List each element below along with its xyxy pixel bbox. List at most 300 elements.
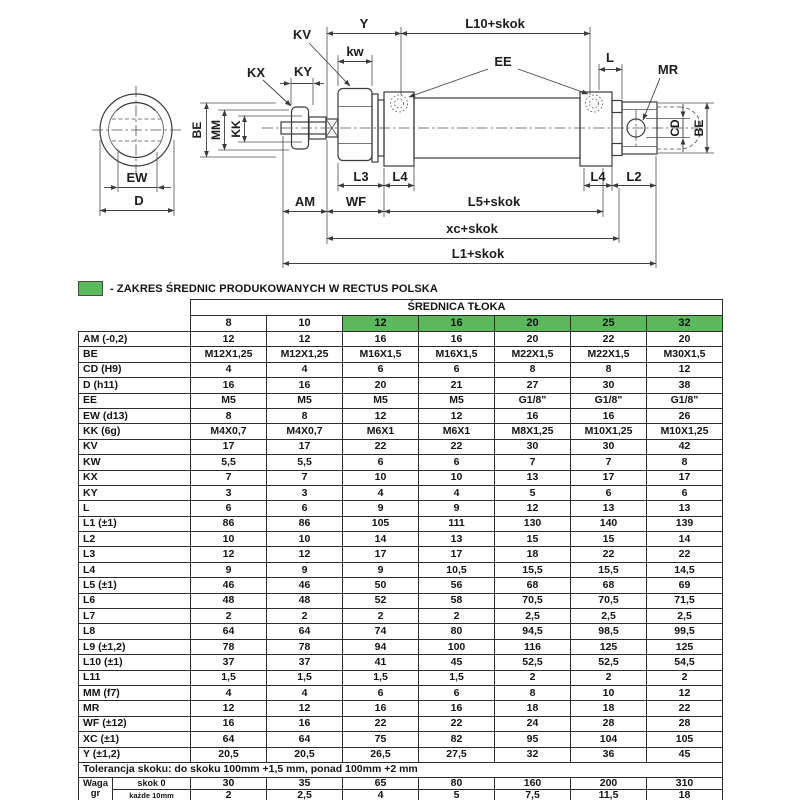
value-cell: 10	[419, 470, 495, 485]
dim-label-mm: MM	[209, 120, 223, 140]
value-cell: 310	[647, 777, 723, 789]
value-cell: 6	[343, 362, 419, 377]
table-row	[79, 732, 723, 747]
cylinder-drawing	[0, 0, 800, 280]
value-cell: 5	[419, 789, 495, 800]
value-cell: 104	[571, 732, 647, 747]
table-row	[79, 639, 723, 654]
column-header-25: 25	[571, 316, 647, 332]
legend-text: - ZAKRES ŚREDNIC PRODUKOWANYCH W RECTUS POLSKA	[110, 282, 438, 295]
dim-label-l4-right: L4	[590, 169, 606, 184]
row-label: L10 (±1)	[79, 655, 191, 670]
value-cell: 20	[343, 378, 419, 393]
table-row	[79, 408, 723, 423]
value-cell: 10	[267, 532, 343, 547]
dim-label-l4-left: L4	[392, 169, 408, 184]
value-cell: 1,5	[191, 670, 267, 685]
value-cell: 20	[647, 332, 723, 347]
value-cell: 8	[267, 408, 343, 423]
value-cell: 10	[571, 685, 647, 700]
value-cell: 64	[191, 624, 267, 639]
value-cell: 6	[343, 455, 419, 470]
column-header-10: 10	[267, 316, 343, 332]
value-cell: 130	[495, 516, 571, 531]
value-cell: 75	[343, 732, 419, 747]
value-cell: 1,5	[419, 670, 495, 685]
table-row	[79, 670, 723, 685]
value-cell: 16	[419, 701, 495, 716]
value-cell: 125	[647, 639, 723, 654]
value-cell: 2	[419, 609, 495, 624]
value-cell: 4	[191, 362, 267, 377]
value-cell: 5,5	[267, 455, 343, 470]
value-cell: 12	[343, 408, 419, 423]
value-cell: 54,5	[647, 655, 723, 670]
spec-table	[78, 299, 723, 800]
row-label: L8	[79, 624, 191, 639]
row-label: L2	[79, 532, 191, 547]
value-cell: 98,5	[571, 624, 647, 639]
dim-label-kk: KK	[229, 120, 243, 138]
table-row	[79, 547, 723, 562]
value-cell: M5	[191, 393, 267, 408]
value-cell: 18	[647, 789, 723, 800]
value-cell: 200	[571, 777, 647, 789]
value-cell: 21	[419, 378, 495, 393]
value-cell: 22	[571, 547, 647, 562]
dim-label-d: D	[134, 193, 144, 208]
value-cell: M8X1,25	[495, 424, 571, 439]
value-cell: 100	[419, 639, 495, 654]
value-cell: 35	[267, 777, 343, 789]
value-cell: 30	[571, 378, 647, 393]
value-cell: 20	[495, 332, 571, 347]
value-cell: M12X1,25	[267, 347, 343, 362]
table-row	[79, 685, 723, 700]
value-cell: 18	[571, 701, 647, 716]
value-cell: 13	[647, 501, 723, 516]
table-row	[79, 455, 723, 470]
spec-table-body	[79, 300, 723, 800]
value-cell: 2	[647, 670, 723, 685]
value-cell: 27	[495, 378, 571, 393]
value-cell: 38	[647, 378, 723, 393]
value-cell: 12	[419, 408, 495, 423]
row-label: D (h11)	[79, 378, 191, 393]
value-cell: 6	[419, 362, 495, 377]
column-header-12: 12	[343, 316, 419, 332]
left-dimensions	[190, 103, 302, 157]
value-cell: 9	[267, 562, 343, 577]
value-cell: 12	[267, 701, 343, 716]
value-cell: 3	[267, 485, 343, 500]
value-cell: 17	[191, 439, 267, 454]
value-cell: 2,5	[267, 789, 343, 800]
table-row	[79, 424, 723, 439]
value-cell: 2	[343, 609, 419, 624]
value-cell: 16	[495, 408, 571, 423]
table-row	[79, 485, 723, 500]
value-cell: 10,5	[419, 562, 495, 577]
table-row	[79, 347, 723, 362]
weight-label: Waga gr	[79, 777, 113, 800]
value-cell: 46	[191, 578, 267, 593]
value-cell: 6	[571, 485, 647, 500]
value-cell: 13	[495, 470, 571, 485]
value-cell: 15	[571, 532, 647, 547]
value-cell: 20,5	[191, 747, 267, 762]
value-cell: M16X1,5	[343, 347, 419, 362]
value-cell: 52	[343, 593, 419, 608]
value-cell: M30X1,5	[647, 347, 723, 362]
value-cell: 20,5	[267, 747, 343, 762]
dim-label-l2: L2	[626, 169, 642, 184]
row-label: MR	[79, 701, 191, 716]
value-cell: 10	[191, 532, 267, 547]
value-cell: 4	[419, 485, 495, 500]
value-cell: 2,5	[647, 609, 723, 624]
value-cell: 8	[647, 455, 723, 470]
value-cell: 2,5	[495, 609, 571, 624]
row-label: Y (±1,2)	[79, 747, 191, 762]
legend	[78, 281, 438, 296]
row-label: WF (±12)	[79, 716, 191, 731]
value-cell: 4	[191, 685, 267, 700]
value-cell: 74	[343, 624, 419, 639]
value-cell: M5	[267, 393, 343, 408]
dim-label-kv: KV	[292, 27, 312, 42]
value-cell: 2	[267, 609, 343, 624]
value-cell: 12	[191, 701, 267, 716]
value-cell: 7	[267, 470, 343, 485]
value-cell: 17	[343, 547, 419, 562]
top-dimensions	[247, 16, 679, 120]
value-cell: 6	[647, 485, 723, 500]
value-cell: 64	[267, 732, 343, 747]
value-cell: 52,5	[495, 655, 571, 670]
table-row	[79, 655, 723, 670]
value-cell: 48	[191, 593, 267, 608]
row-label: L6	[79, 593, 191, 608]
value-cell: 80	[419, 624, 495, 639]
value-cell: G1/8"	[571, 393, 647, 408]
value-cell: 37	[191, 655, 267, 670]
value-cell: 4	[267, 362, 343, 377]
value-cell: 22	[571, 332, 647, 347]
value-cell: 6	[191, 501, 267, 516]
value-cell: 7	[495, 455, 571, 470]
value-cell: 116	[495, 639, 571, 654]
dim-label-cd: CD	[668, 119, 682, 137]
value-cell: 12	[647, 685, 723, 700]
value-cell: 12	[267, 332, 343, 347]
table-title: ŚREDNICA TŁOKA	[191, 300, 723, 316]
dim-label-kw: kw	[346, 44, 364, 59]
table-row	[79, 747, 723, 762]
value-cell: 7	[191, 470, 267, 485]
value-cell: 45	[647, 747, 723, 762]
value-cell: 69	[647, 578, 723, 593]
value-cell: 8	[191, 408, 267, 423]
value-cell: 7,5	[495, 789, 571, 800]
value-cell: 94,5	[495, 624, 571, 639]
value-cell: 18	[495, 701, 571, 716]
row-label: KV	[79, 439, 191, 454]
value-cell: M10X1,25	[647, 424, 723, 439]
value-cell: 70,5	[571, 593, 647, 608]
value-cell: 32	[495, 747, 571, 762]
dim-label-am: AM	[294, 194, 316, 209]
value-cell: 1,5	[267, 670, 343, 685]
value-cell: 99,5	[647, 624, 723, 639]
value-cell: 16	[191, 378, 267, 393]
row-label: MM (f7)	[79, 685, 191, 700]
table-row	[79, 532, 723, 547]
value-cell: 64	[267, 624, 343, 639]
value-cell: 4	[343, 485, 419, 500]
value-cell: 78	[267, 639, 343, 654]
value-cell: 12	[267, 547, 343, 562]
value-cell: 6	[343, 685, 419, 700]
weight-sublabel: skok 0	[113, 777, 191, 789]
value-cell: 5	[495, 485, 571, 500]
value-cell: 26,5	[343, 747, 419, 762]
row-label: KK (6g)	[79, 424, 191, 439]
value-cell: G1/8"	[495, 393, 571, 408]
weight-row	[79, 777, 723, 789]
value-cell: 3	[191, 485, 267, 500]
value-cell: 8	[571, 362, 647, 377]
weight-row	[79, 789, 723, 800]
value-cell: 27,5	[419, 747, 495, 762]
value-cell: 58	[419, 593, 495, 608]
value-cell: M12X1,25	[191, 347, 267, 362]
dim-label-y: Y	[359, 16, 369, 31]
dim-label-wf: WF	[345, 194, 367, 209]
value-cell: 95	[495, 732, 571, 747]
value-cell: M6X1	[343, 424, 419, 439]
table-row	[79, 393, 723, 408]
value-cell: 22	[647, 701, 723, 716]
value-cell: 94	[343, 639, 419, 654]
value-cell: 14	[647, 532, 723, 547]
value-cell: 86	[267, 516, 343, 531]
value-cell: 28	[647, 716, 723, 731]
value-cell: 71,5	[647, 593, 723, 608]
value-cell: 22	[419, 439, 495, 454]
value-cell: 50	[343, 578, 419, 593]
dim-label-l: L	[606, 50, 614, 65]
table-row	[79, 378, 723, 393]
value-cell: 68	[571, 578, 647, 593]
value-cell: 13	[571, 501, 647, 516]
row-label: EE	[79, 393, 191, 408]
column-header-32: 32	[647, 316, 723, 332]
value-cell: 15	[495, 532, 571, 547]
row-label: L4	[79, 562, 191, 577]
row-label: L1 (±1)	[79, 516, 191, 531]
blank-corner	[79, 300, 191, 316]
bottom-dimensions	[283, 136, 656, 268]
dim-label-ew: EW	[126, 170, 148, 185]
row-label: BE	[79, 347, 191, 362]
value-cell: 2,5	[571, 609, 647, 624]
table-row	[79, 332, 723, 347]
weight-sublabel: każde 10mm	[113, 789, 191, 800]
value-cell: G1/8"	[647, 393, 723, 408]
value-cell: 22	[419, 716, 495, 731]
value-cell: 9	[343, 562, 419, 577]
row-label: AM (-0,2)	[79, 332, 191, 347]
value-cell: M16X1,5	[419, 347, 495, 362]
value-cell: M22X1,5	[495, 347, 571, 362]
value-cell: 5,5	[191, 455, 267, 470]
row-label: L3	[79, 547, 191, 562]
row-label: L9 (±1,2)	[79, 639, 191, 654]
value-cell: M5	[419, 393, 495, 408]
value-cell: 8	[495, 362, 571, 377]
row-label: L	[79, 501, 191, 516]
value-cell: 12	[647, 362, 723, 377]
value-cell: 1,5	[343, 670, 419, 685]
value-cell: 9	[343, 501, 419, 516]
row-label: XC (±1)	[79, 732, 191, 747]
dim-label-xc: xc+skok	[446, 221, 498, 236]
value-cell: 2	[495, 670, 571, 685]
value-cell: 30	[571, 439, 647, 454]
value-cell: 16	[267, 716, 343, 731]
value-cell: 16	[343, 332, 419, 347]
value-cell: 82	[419, 732, 495, 747]
value-cell: 17	[419, 547, 495, 562]
column-header-16: 16	[419, 316, 495, 332]
blank-corner	[79, 316, 191, 332]
value-cell: 16	[419, 332, 495, 347]
value-cell: 14	[343, 532, 419, 547]
value-cell: 22	[647, 547, 723, 562]
value-cell: 160	[495, 777, 571, 789]
table-row	[79, 516, 723, 531]
value-cell: 48	[267, 593, 343, 608]
front-port	[395, 99, 404, 108]
dim-label-l10: L10+skok	[465, 16, 525, 31]
value-cell: 2	[191, 609, 267, 624]
column-header-8: 8	[191, 316, 267, 332]
value-cell: 6	[267, 501, 343, 516]
value-cell: 78	[191, 639, 267, 654]
value-cell: 68	[495, 578, 571, 593]
tolerance-row	[79, 762, 723, 777]
value-cell: 86	[191, 516, 267, 531]
row-label: EW (d13)	[79, 408, 191, 423]
value-cell: 9	[419, 501, 495, 516]
value-cell: 30	[495, 439, 571, 454]
value-cell: 17	[267, 439, 343, 454]
value-cell: 6	[419, 685, 495, 700]
value-cell: 105	[647, 732, 723, 747]
table-row	[79, 470, 723, 485]
value-cell: M10X1,25	[571, 424, 647, 439]
row-label: L11	[79, 670, 191, 685]
value-cell: 80	[419, 777, 495, 789]
value-cell: 56	[419, 578, 495, 593]
legend-green-swatch	[78, 281, 103, 296]
value-cell: 64	[191, 732, 267, 747]
value-cell: 8	[495, 685, 571, 700]
value-cell: 22	[343, 439, 419, 454]
value-cell: 70,5	[495, 593, 571, 608]
column-header-20: 20	[495, 316, 571, 332]
table-row	[79, 578, 723, 593]
tolerance-note: Tolerancja skoku: do skoku 100mm +1,5 mm, ponad 100mm +2 mm	[79, 762, 723, 777]
value-cell: 125	[571, 639, 647, 654]
dim-label-l5: L5+skok	[467, 194, 521, 209]
value-cell: 36	[571, 747, 647, 762]
dim-label-mr: MR	[657, 62, 679, 77]
value-cell: 12	[495, 501, 571, 516]
value-cell: 15,5	[495, 562, 571, 577]
value-cell: 11,5	[571, 789, 647, 800]
value-cell: 16	[343, 701, 419, 716]
value-cell: 30	[191, 777, 267, 789]
value-cell: 37	[267, 655, 343, 670]
table-row	[79, 609, 723, 624]
value-cell: 45	[419, 655, 495, 670]
table-row	[79, 501, 723, 516]
value-cell: 42	[647, 439, 723, 454]
value-cell: 105	[343, 516, 419, 531]
value-cell: 16	[267, 378, 343, 393]
table-row	[79, 716, 723, 731]
value-cell: 4	[343, 789, 419, 800]
value-cell: 26	[647, 408, 723, 423]
value-cell: 111	[419, 516, 495, 531]
row-label: L7	[79, 609, 191, 624]
value-cell: 139	[647, 516, 723, 531]
dim-label-be-right: BE	[692, 119, 706, 137]
value-cell: 7	[571, 455, 647, 470]
value-cell: 16	[191, 716, 267, 731]
dim-label-ky: KY	[293, 64, 313, 79]
value-cell: 12	[191, 547, 267, 562]
dim-label-ee: EE	[494, 54, 512, 69]
table-row	[79, 439, 723, 454]
row-label: KY	[79, 485, 191, 500]
value-cell: 17	[571, 470, 647, 485]
row-label: CD (H9)	[79, 362, 191, 377]
end-view	[92, 86, 182, 216]
value-cell: 9	[191, 562, 267, 577]
side-view	[262, 89, 701, 167]
row-label: KW	[79, 455, 191, 470]
value-cell: M5	[343, 393, 419, 408]
value-cell: 4	[267, 685, 343, 700]
table-row	[79, 362, 723, 377]
row-label: KX	[79, 470, 191, 485]
table-row	[79, 593, 723, 608]
value-cell: 52,5	[571, 655, 647, 670]
value-cell: 6	[419, 455, 495, 470]
dim-label-l1: L1+skok	[451, 246, 505, 261]
table-row	[79, 701, 723, 716]
dim-label-l3: L3	[353, 169, 369, 184]
value-cell: 12	[191, 332, 267, 347]
value-cell: 17	[647, 470, 723, 485]
value-cell: M22X1,5	[571, 347, 647, 362]
value-cell: 13	[419, 532, 495, 547]
value-cell: M4X0,7	[191, 424, 267, 439]
value-cell: 46	[267, 578, 343, 593]
